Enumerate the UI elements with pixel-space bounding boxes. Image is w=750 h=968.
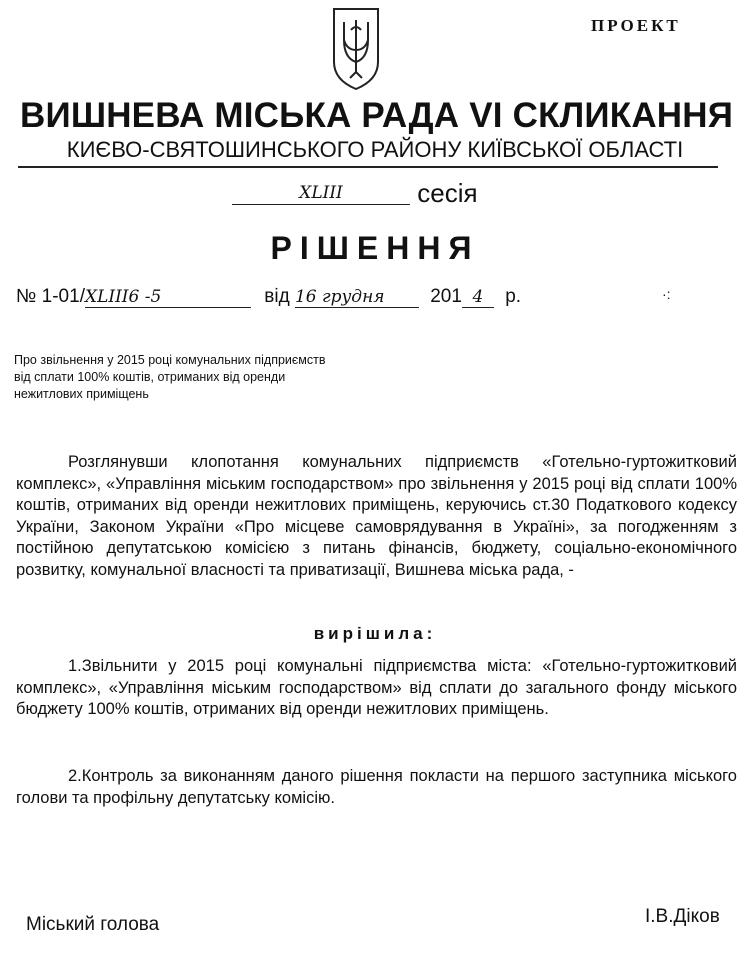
session-number: XLIII [232,182,410,205]
subject-line: нежитлових приміщень [14,387,149,401]
draft-stamp: ПРОЕКТ [591,16,681,35]
signature-name: І.В.Діков [645,906,720,927]
decision-number: XLIII6 -5 [85,287,251,308]
year-suffix: р. [505,286,522,307]
resolved-heading: вирішила: [313,624,437,643]
subject-line: від сплати 100% коштів, отриманих від оренди [14,370,286,384]
district-subtitle: КИЄВО-СВЯТОШИНСЬКОГО РАЙОНУ КИЇВСЬКОЇ ОБЛАСТІ [66,137,684,162]
preamble-paragraph: Розглянувши клопотання комунальних підприємств «Готельно-гуртожитковий комплекс», «Управління міським господарством» про звільнення у 2015 році від сплати 100% коштів, отриманих від оренди нежитлових приміщень, керуючись ст.30 Податкового кодексу України, Законом України «Про місцеве самоврядування в Україні», за погодженням з постійною депутатською комісією з питань фінансів, бюджету, соціально-економічного розвитку, комунальної власності та приватизації, Вишнева міська рада, - [16,453,737,579]
decision-number-row [16,286,521,308]
date-prefix: від [264,286,290,307]
year-prefix: 201 [430,286,462,307]
year-digit: 4 [462,287,494,308]
signature-title: Міський голова [26,914,160,935]
session-line [232,178,478,209]
decision-title: РІШЕННЯ [270,230,480,266]
decision-date: 16 грудня [295,287,419,308]
resolution-item-1: 1.Звільнити у 2015 році комунальні підприємства міста: «Готельно-гуртожитковий комплекс», «Управління міським господарством» від сплати до загального фонду міського бюджету 100% коштів, отриманих від оренди нежитлових приміщень. [16,657,737,718]
subject-line: Про звільнення у 2015 році комунальних підприємств [14,353,326,367]
session-label: сесія [417,178,478,208]
scan-mark: ·: [662,286,671,302]
council-title: ВИШНЕВА МІСЬКА РАДА VI СКЛИКАННЯ [20,96,734,135]
header-divider [18,166,718,168]
resolution-item-2: 2.Контроль за виконанням даного рішення покласти на першого заступника міського голови та профільну депутатську комісію. [16,767,737,807]
tryzub-emblem-icon [330,6,382,92]
number-prefix: № 1-01/ [16,286,85,307]
decision-subject [14,352,414,403]
